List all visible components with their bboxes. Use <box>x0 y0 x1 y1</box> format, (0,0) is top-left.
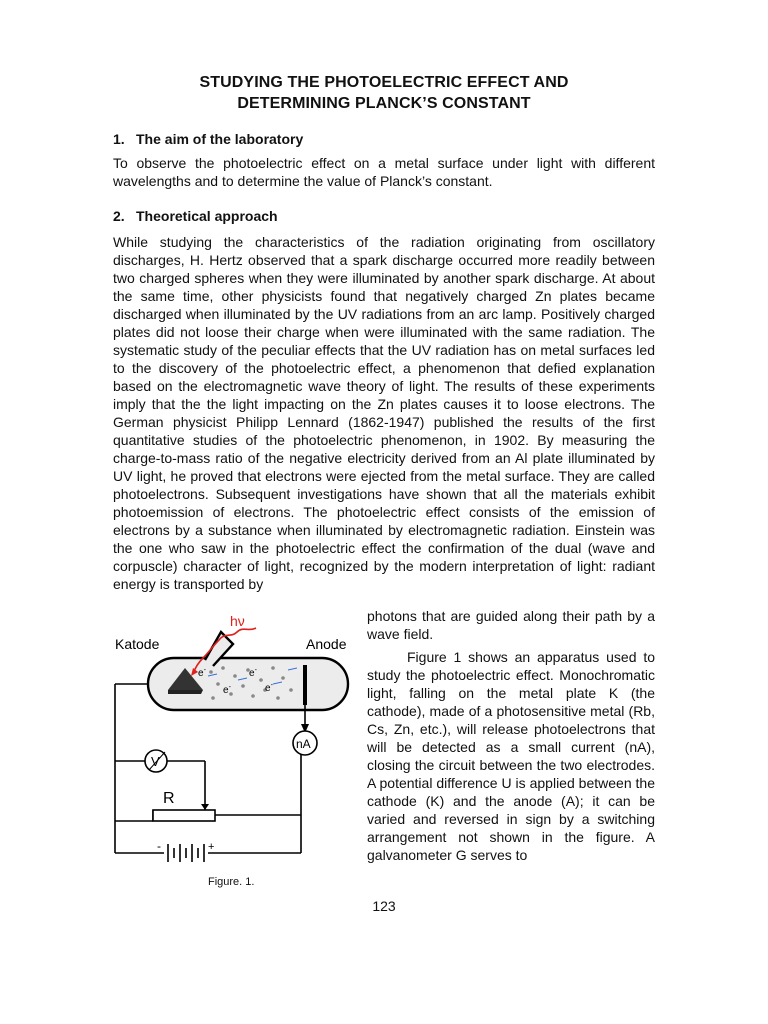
section-1-title: The aim of the laboratory <box>136 131 304 147</box>
electron-label: e- <box>198 667 206 679</box>
section-1-text: To observe the photoelectric effect on a metal surface under light with different wavelengths and to determine the value of Planck’s constant. <box>113 155 655 189</box>
section-1-heading <box>113 131 303 147</box>
anode-plate <box>303 665 307 705</box>
section-2-text: While studying the characteristics of the radiation originating from oscillatory discharges, H. Hertz observed that a spark discharge occurred more readily between two charged spheres when they were illuminated by another spark discharge. At about the same time, other physicists found that negatively charged Zn plates became discharged when illuminated by the UV radiations from an arc lamp. Positively charged plates did not loose their charge when were illuminated with the same radiation. The systematic study of the peculiar effects that the UV radiation has on metal surfaces led to the discovery of the photoelectric effect, a phenomenon that defied explanation based on the electromagnetic wave theory of light. The results of these experiments imply that the the light impacting on the Zn plates causes it to loose electrons. The German physicist Philipp Lennard (1862-1947) published the results of the first quantitative studies of the photoelectric phenomenon, in 1902. By measuring the charge-to-mass ratio of the negative electricity derived from an Al plate illuminated by UV light, he proved that electrons were ejected from the metal surface. They are called photoelectrons. Subsequent investigations have shown that all the materials exhibit photoemission of electrons. The photoelectric effect consists of the emission of electrons by a substance when illuminated by electromagnetic radiation. Einstein was the one who saw in the photoelectric effect the confirmation of the dual (wave and corpuscle) character of light, recognized by the modern interpretation of light: radiant energy is transported by <box>113 234 655 592</box>
electron-charge-sign: - <box>203 667 206 674</box>
cathode-plate-dark <box>168 690 203 694</box>
title-line-2: DETERMINING PLANCK’S CONSTANT <box>237 95 531 112</box>
title-line-1: STUDYING THE PHOTOELECTRIC EFFECT AND <box>199 74 569 91</box>
anode-label: Anode <box>306 636 347 652</box>
ammeter-label: nA <box>296 737 311 751</box>
resistor <box>153 810 215 821</box>
electron-label: e- <box>223 684 231 696</box>
battery-minus-label: - <box>157 839 161 853</box>
rheostat-slider <box>201 804 209 810</box>
battery <box>168 844 204 862</box>
section-2-number: 2. <box>113 208 125 224</box>
photon-energy-label: hν <box>230 613 245 629</box>
page-number: 123 <box>372 898 396 914</box>
photoelectric-apparatus-diagram <box>113 610 358 875</box>
resistor-label: R <box>163 790 175 807</box>
electron-charge-sign: - <box>228 684 231 691</box>
figure-description-paragraph: Figure 1 shows an apparatus used to study the photoelectric effect. Monochromatic light, falling on the metal plate K (the cathode), made of a photosensitive metal (Rb, Cs, Zn, etc.), will release photoelectrons that will be detected as a small current (nA), closing the circuit between the two electrodes. A potential difference U is applied between the cathode (K) and the anode (A); it can be varied and reversed in sign by a switching arrangement not shown in the figure. A galvanometer G serves to <box>367 649 655 863</box>
electron-label: e- <box>249 667 257 679</box>
electron-charge-sign: - <box>254 667 257 674</box>
battery-plus-label: + <box>208 841 215 853</box>
figure-side-text <box>367 607 655 864</box>
section-2-continuation: photons that are guided along their path by a wave field. <box>367 608 655 642</box>
electron-charge-sign: - <box>270 682 273 689</box>
voltmeter-label: V <box>151 754 160 769</box>
figure-caption: Figure. 1. <box>208 876 255 888</box>
figure-1 <box>113 610 358 875</box>
page-title <box>113 72 655 114</box>
section-2-heading <box>113 208 278 224</box>
section-2-title: Theoretical approach <box>136 208 278 224</box>
electron-label: e- <box>265 682 273 694</box>
katode-label: Katode <box>115 636 160 652</box>
section-1-number: 1. <box>113 131 125 147</box>
